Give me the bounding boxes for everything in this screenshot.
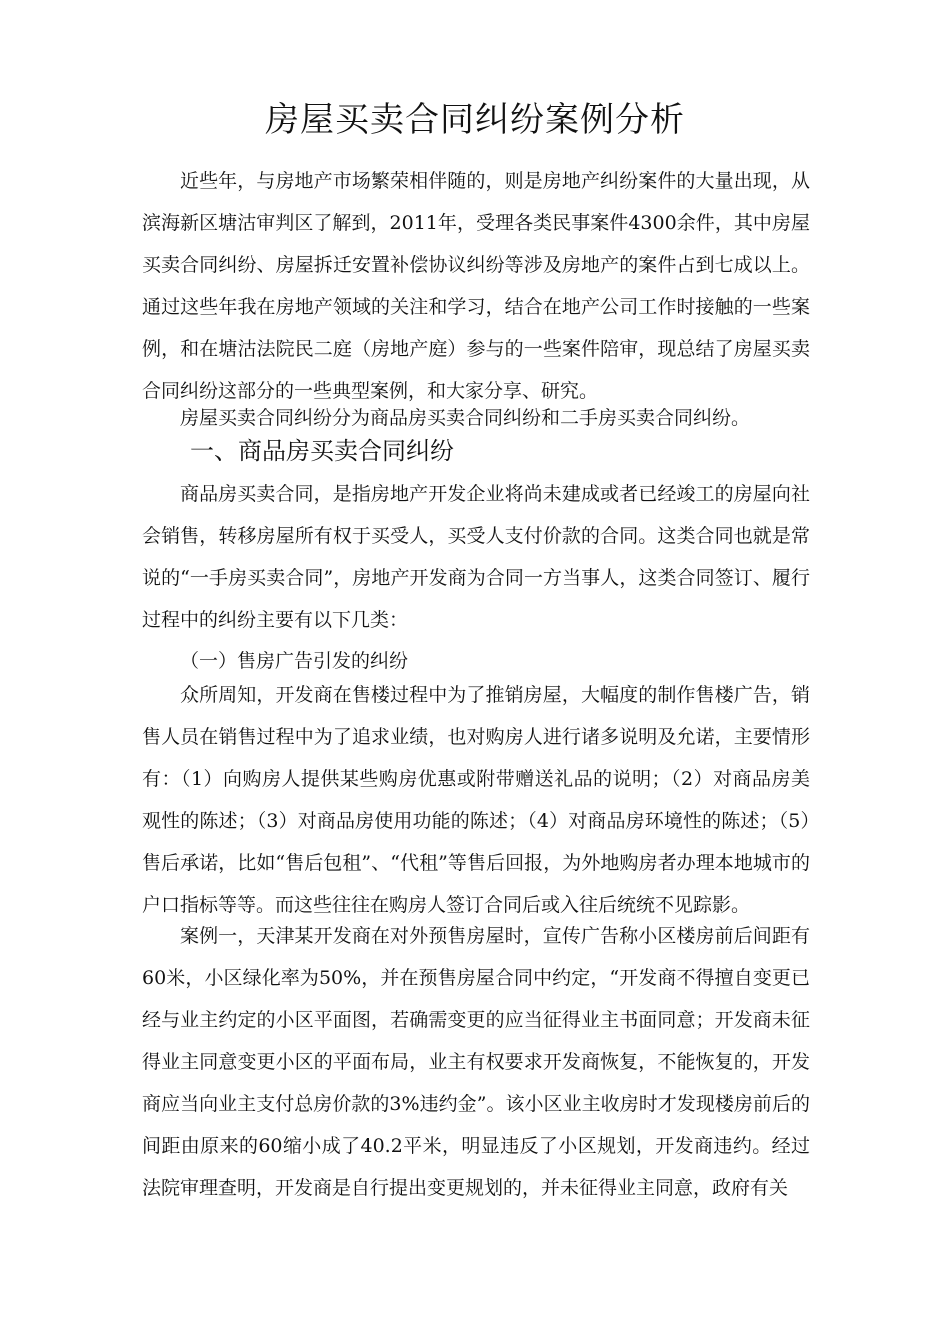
classification-paragraph: 房屋买卖合同纠纷分为商品房买卖合同纠纷和二手房买卖合同纠纷。 — [180, 407, 751, 429]
intro-paragraph: 近些年，与房地产市场繁荣相伴随的，则是房地产纠纷案件的大量出现，从滨海新区塘沽审判区了解到，2011年，受理各类民事案件4300余件，其中房屋买卖合同纠纷、房屋拆迁安置补偿协议纠纷等涉及房地产的案件占到七成以上。通过这些年我在房地产领域的关注和学习，结合在地产公司工作时接触的一些案例，和在塘沽法院民二庭（房地产庭）参与的一些案件陪审，现总结了房屋买卖合同纠纷这部分的一些典型案例，和大家分享、研究。 — [142, 170, 810, 402]
subsection-heading-one: （一）售房广告引发的纠纷 — [180, 650, 409, 672]
document-title: 房屋买卖合同纠纷案例分析 — [265, 100, 685, 140]
section-heading-one: 一、商品房买卖合同纠纷 — [190, 437, 454, 465]
case-one-paragraph: 案例一，天津某开发商在对外预售房屋时，宣传广告称小区楼房前后间距有60米，小区绿化率为50%，并在预售房屋合同中约定，“开发商不得擅自变更已经与业主约定的小区平面图，若确需变更的应当征得业主书面同意；开发商未征得业主同意变更小区的平面布局，业主有权要求开发商恢复，不能恢复的，开发商应当向业主支付总房价款的3%违约金”。该小区业主收房时才发现楼房前后的间距由原来的60缩小成了40.2平米，明显违反了小区规划，开发商违约。经过法院审理查明，开发商是自行提出变更规划的，并未征得业主同意，政府有关 — [142, 925, 810, 1199]
definition-paragraph: 商品房买卖合同，是指房地产开发企业将尚未建成或者已经竣工的房屋向社会销售，转移房屋所有权于买受人，买受人支付价款的合同。这类合同也就是常说的“一手房买卖合同”，房地产开发商为合同一方当事人，这类合同签订、履行过程中的纠纷主要有以下几类： — [142, 483, 810, 631]
ads-description-paragraph: 众所周知，开发商在售楼过程中为了推销房屋，大幅度的制作售楼广告，销售人员在销售过程中为了追求业绩，也对购房人进行诸多说明及允诺，主要情形有：（1）向购房人提供某些购房优惠或附带赠送礼品的说明；（2）对商品房美观性的陈述；（3）对商品房使用功能的陈述；（4）对商品房环境性的陈述；（5）售后承诺，比如“售后包租”、“代租”等售后回报，为外地购房者办理本地城市的户口指标等等。而这些往往在购房人签订合同后或入往后统统不见踪影。 — [142, 684, 810, 916]
